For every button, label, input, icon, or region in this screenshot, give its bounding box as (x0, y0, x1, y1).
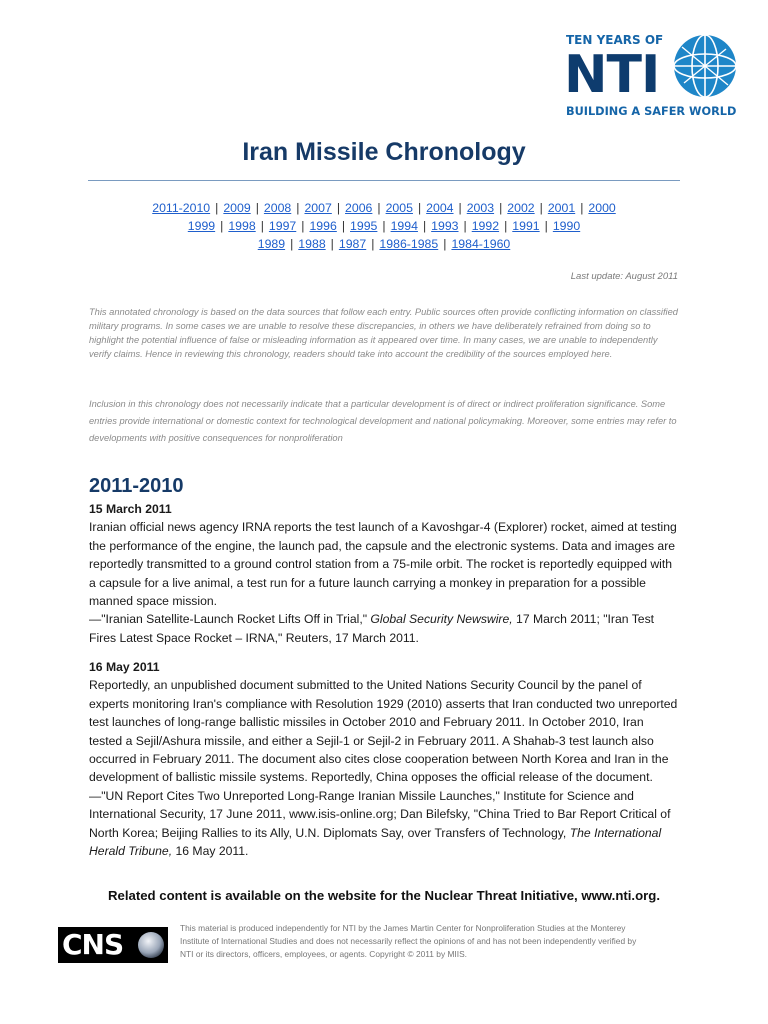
nav-separator: | (336, 201, 341, 215)
nav-separator: | (504, 219, 508, 233)
nav-separator: | (255, 201, 259, 215)
nav-separator: | (443, 237, 447, 251)
year-link-2000[interactable]: 2000 (588, 201, 616, 215)
year-link-1987[interactable]: 1987 (338, 237, 367, 251)
logo-tagline-bottom: BUILDING A SAFER WORLD (566, 105, 737, 118)
year-nav-row (88, 235, 680, 253)
year-link-1990[interactable]: 1990 (552, 219, 581, 233)
nav-separator: | (341, 219, 346, 233)
nav-separator: | (301, 219, 305, 233)
year-link-1997[interactable]: 1997 (268, 219, 297, 233)
year-nav-row (88, 217, 680, 235)
source-text: —"Iranian Satellite-Launch Rocket Lifts Off in Trial," (89, 612, 371, 627)
nav-separator: | (290, 237, 294, 251)
nav-separator: | (422, 219, 427, 233)
year-link-1986-1985[interactable]: 1986-1985 (379, 237, 439, 251)
nav-separator: | (539, 201, 543, 215)
year-link-2003[interactable]: 2003 (466, 201, 495, 215)
year-nav-row (88, 199, 680, 217)
page-title: Iran Missile Chronology (242, 138, 526, 166)
nav-separator: | (371, 237, 375, 251)
nav-separator: | (417, 201, 422, 215)
year-link-2005[interactable]: 2005 (385, 201, 413, 215)
chronology-entry (89, 500, 679, 647)
year-link-2002[interactable]: 2002 (507, 201, 535, 215)
entry-body: Iranian official news agency IRNA reports the test launch of a Kavoshgar-4 (Explorer) rocket, aimed at testing the performance of the engine, the launch pad, the capsule and the electronic systems. Data and images are reportedly transmitted to a ground control station from a 75-mile orbit. The rocket is reportedly equipped with a capsule for a live animal, a test run for a future launch carrying a monkey in preparation for a possible manned space mission. (89, 520, 677, 609)
year-link-1992[interactable]: 1992 (471, 219, 500, 233)
year-link-1996[interactable]: 1996 (309, 219, 337, 233)
entry-date: 16 May 2011 (89, 660, 160, 674)
nav-separator: | (499, 201, 503, 215)
year-link-2011-2010[interactable]: 2011-2010 (152, 201, 211, 215)
cns-logo-text: CNS (62, 928, 124, 961)
nav-separator: | (215, 201, 219, 215)
year-link-1999[interactable]: 1999 (187, 219, 216, 233)
year-link-2008[interactable]: 2008 (263, 201, 292, 215)
year-link-2004[interactable]: 2004 (426, 201, 454, 215)
year-link-1994[interactable]: 1994 (390, 219, 418, 233)
nav-separator: | (296, 201, 300, 215)
nav-separator: | (220, 219, 224, 233)
year-link-1984-1960[interactable]: 1984-1960 (451, 237, 511, 251)
related-content-note: Related content is available on the website for the Nuclear Threat Initiative, www.nti.org. (107, 888, 661, 903)
source-text: 17 March 2011; "Iran Test Fires Latest Space Rocket – IRNA," Reuters, 17 March 2011. (89, 612, 655, 645)
logo-wordmark: NTI (564, 45, 660, 105)
source-publication: Global Security Newswire, (370, 612, 513, 627)
moon-icon (137, 931, 165, 959)
logo-tagline-top: TEN YEARS OF (566, 33, 664, 47)
nav-separator: | (382, 219, 386, 233)
cns-logo (58, 927, 168, 963)
source-text: 16 May 2011. (172, 844, 249, 859)
entry-body: Reportedly, an unpublished document submitted to the United Nations Security Council by the panel of experts monitoring Iran's compliance with Resolution 1929 (2010) asserts that Iran conducted two unreported test launches of long-range ballistic missiles in October 2010 and February 2011. In October 2010, Iran tested a Sejil/Ashura missile, and either a Sejil-1 or Sejil-2 in February 2011. A Shahab-3 test launch also occurred in February 2011. The document also cites close cooperation between North Korea and Iran in the development of ballistic missile systems. Reportedly, China opposes the official release of the document. (89, 678, 678, 785)
year-navigation (88, 199, 680, 253)
entry-date: 15 March 2011 (89, 502, 172, 516)
title-divider (88, 180, 680, 181)
disclaimer-sources: This annotated chronology is based on the data sources that follow each entry. Public sources often provide conflicting information on classified military programs. In some cases we are unable to resolve these discrepancies, in others we have deliberately refrained from doing so to highlight the potential influence of false or misleading information as it appeared over time. In many cases, we are unable to independently verify claims. Hence in reviewing this chronology, readers should take into account the credibility of the sources employed here. (89, 307, 678, 359)
year-link-2006[interactable]: 2006 (345, 201, 373, 215)
footer-disclaimer: This material is produced independently for NTI by the James Martin Center for Nonproliferation Studies at the Monterey Institute of International Studies and does not necessarily reflect the opinions of and has not been independently verified by NTI or its directors, officers, employees, or agents. Copyright © 2011 by MIIS. (180, 923, 637, 959)
nav-separator: | (580, 201, 584, 215)
year-link-1988[interactable]: 1988 (298, 237, 326, 251)
year-link-1989[interactable]: 1989 (257, 237, 286, 251)
section-heading: 2011-2010 (89, 475, 184, 497)
globe-icon (672, 33, 738, 99)
last-update: Last update: August 2011 (570, 271, 678, 282)
nav-separator: | (544, 219, 548, 233)
nav-separator: | (377, 201, 381, 215)
entry-source (89, 610, 679, 647)
year-link-1998[interactable]: 1998 (228, 219, 256, 233)
source-publication: The International Herald Tribune, (89, 825, 662, 859)
disclaimer-inclusion: Inclusion in this chronology does not necessarily indicate that a particular development is of direct or indirect proliferation significance. Some entries provide international or domestic context for technological development and national policymaking. Moreover, some entries may refer to developments with positive consequences for nonproliferation (89, 399, 677, 443)
nav-separator: | (260, 219, 264, 233)
chronology-entry (89, 658, 679, 860)
year-link-2001[interactable]: 2001 (547, 201, 576, 215)
nav-separator: | (463, 219, 467, 233)
year-link-2009[interactable]: 2009 (223, 201, 251, 215)
nav-separator: | (458, 201, 462, 215)
year-link-1993[interactable]: 1993 (431, 219, 459, 233)
source-text: —"UN Report Cites Two Unreported Long-Range Iranian Missile Launches," Institute for Science and International Security, 17 June 2011, www.isis-online.org; Dan Bilefsky, "China Tried to Bar Report Critical of North Korea; Beijing Rallies to its Ally, U.N. Diplomats Say, over Transfers of Technology, (89, 788, 671, 840)
entry-source (89, 787, 679, 861)
nti-logo (562, 31, 738, 127)
nav-separator: | (330, 237, 334, 251)
year-link-2007[interactable]: 2007 (304, 201, 332, 215)
year-link-1991[interactable]: 1991 (512, 219, 540, 233)
year-link-1995[interactable]: 1995 (350, 219, 378, 233)
